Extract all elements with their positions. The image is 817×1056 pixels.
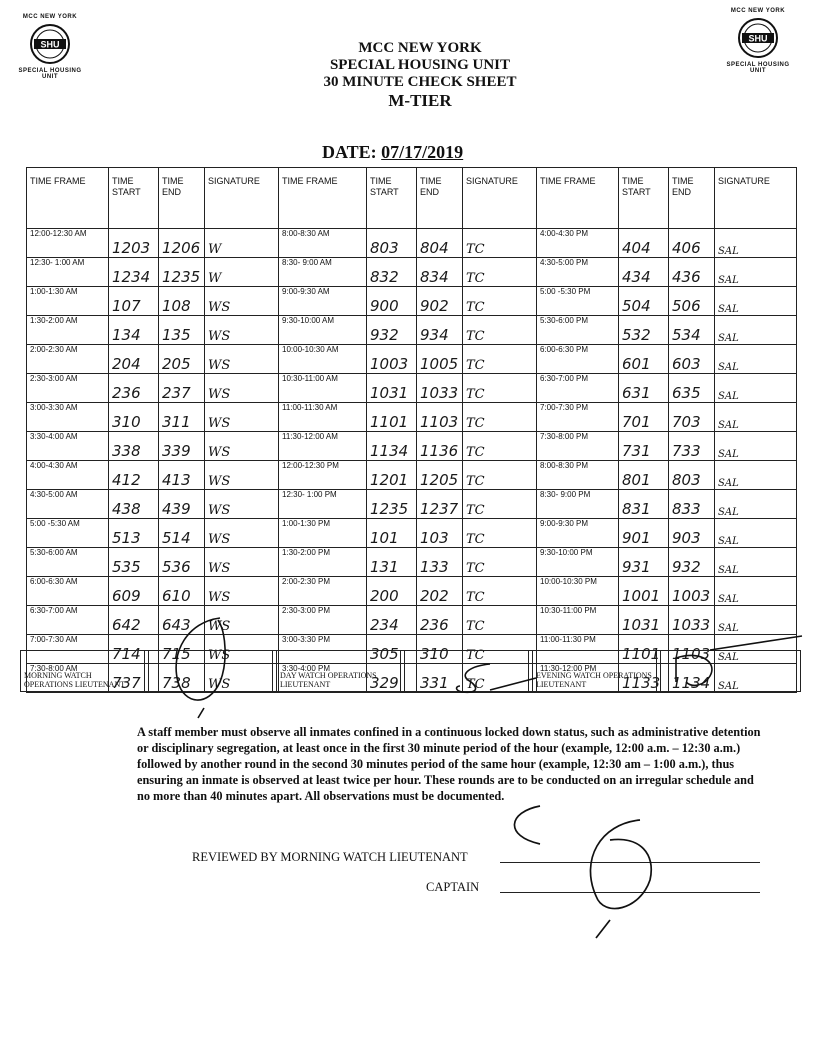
time-frame-cell: 6:30-7:00 AM [27,606,109,635]
signature-cell: TC [463,577,537,606]
time-end-cell: 439 [159,490,205,519]
logo-top-text: MCC NEW YORK [22,14,78,20]
table-row [27,548,797,577]
signature-cell: WS [205,635,279,664]
time-end-cell: 436 [669,258,715,287]
signature-cell: SAL [715,490,797,519]
document-header [250,40,590,111]
signature-cell: SAL [715,461,797,490]
time-end-cell: 1237 [417,490,463,519]
signature-cell: TC [463,635,537,664]
signature-cell: SAL [715,345,797,374]
signature-cell: WS [205,316,279,345]
seal-text: SHU [748,33,768,44]
time-frame-cell: 12:00-12:30 PM [279,461,367,490]
time-start-cell: 1001 [619,577,669,606]
signature-cell: TC [463,316,537,345]
time-frame-cell: 4:30-5:00 PM [537,258,619,287]
time-end-cell: 331 [417,664,463,693]
time-start-cell: 1134 [367,432,417,461]
time-start-cell: 1203 [109,229,159,258]
time-frame-cell: 1:00-1:30 AM [27,287,109,316]
time-start-cell: 642 [109,606,159,635]
time-frame-cell: 11:00-11:30 AM [279,403,367,432]
signature-cell: SAL [715,606,797,635]
table-row [27,374,797,403]
signature-cell: TC [463,606,537,635]
evening-lieutenant-label: EVENING WATCH OPERATIONS LIEUTENANT [533,651,657,692]
time-end-cell: 1103 [669,635,715,664]
time-frame-cell: 5:00 -5:30 PM [537,287,619,316]
time-end-cell: 339 [159,432,205,461]
time-start-cell: 131 [367,548,417,577]
time-frame-cell: 11:30-12:00 PM [537,664,619,693]
time-frame-cell: 1:00-1:30 PM [279,519,367,548]
table-row [27,229,797,258]
day-lieutenant-label: DAY WATCH OPERATIONS LIEUTENANT [277,651,401,692]
signature-cell: TC [463,432,537,461]
col-header-time-frame: TIME FRAME [279,168,367,229]
time-start-cell: 338 [109,432,159,461]
table-row [27,577,797,606]
time-start-cell: 310 [109,403,159,432]
time-end-cell: 205 [159,345,205,374]
col-header-signature: SIGNATURE [463,168,537,229]
time-start-cell: 1201 [367,461,417,490]
time-frame-cell: 10:00-10:30 AM [279,345,367,374]
col-header-time-frame: TIME FRAME [27,168,109,229]
time-frame-cell: 7:30-8:00 PM [537,432,619,461]
time-start-cell: 714 [109,635,159,664]
captain-signature [500,800,660,940]
col-header-time-end: TIME END [159,168,205,229]
time-frame-cell: 3:00-3:30 PM [279,635,367,664]
time-start-cell: 803 [367,229,417,258]
time-start-cell: 1235 [367,490,417,519]
time-end-cell: 1136 [417,432,463,461]
time-start-cell: 1003 [367,345,417,374]
date-value: 07/17/2019 [381,142,464,162]
time-start-cell: 305 [367,635,417,664]
time-start-cell: 412 [109,461,159,490]
logo-bottom-text: SPECIAL HOUSING UNIT [726,62,790,74]
time-end-cell: 1103 [417,403,463,432]
signature-cell: TC [463,374,537,403]
date-label: DATE: [322,142,377,162]
time-end-cell: 804 [417,229,463,258]
time-start-cell: 901 [619,519,669,548]
time-frame-cell: 3:30-4:00 PM [279,664,367,693]
signature-cell: WS [205,287,279,316]
time-start-cell: 601 [619,345,669,374]
header-line-1: MCC NEW YORK [358,40,482,56]
check-table [26,167,797,693]
table-row [27,461,797,490]
time-end-cell: 610 [159,577,205,606]
time-frame-cell: 5:30-6:00 PM [537,316,619,345]
captain-label: CAPTAIN [426,880,480,894]
tier-title: M-TIER [388,91,452,110]
time-frame-cell: 1:30-2:00 PM [279,548,367,577]
time-end-cell: 932 [669,548,715,577]
time-start-cell: 329 [367,664,417,693]
time-end-cell: 643 [159,606,205,635]
time-frame-cell: 4:00-4:30 PM [537,229,619,258]
time-frame-cell: 2:30-3:00 AM [27,374,109,403]
time-frame-cell: 3:00-3:30 AM [27,403,109,432]
signature-cell: WS [205,606,279,635]
signature-cell: WS [205,548,279,577]
time-frame-cell: 8:00-8:30 AM [279,229,367,258]
time-frame-cell: 8:30- 9:00 AM [279,258,367,287]
time-start-cell: 535 [109,548,159,577]
time-end-cell: 703 [669,403,715,432]
signature-cell: WS [205,490,279,519]
time-end-cell: 1003 [669,577,715,606]
logo-left [10,14,90,80]
time-end-cell: 1033 [669,606,715,635]
time-frame-cell: 2:00-2:30 PM [279,577,367,606]
header-line-2: SPECIAL HOUSING UNIT [329,57,511,73]
time-end-cell: 202 [417,577,463,606]
time-frame-cell: 12:30- 1:00 AM [27,258,109,287]
date-line [322,142,463,163]
signature-cell: TC [463,403,537,432]
time-end-cell: 1005 [417,345,463,374]
time-end-cell: 1206 [159,229,205,258]
time-start-cell: 1101 [367,403,417,432]
signature-cell: SAL [715,258,797,287]
col-header-signature: SIGNATURE [205,168,279,229]
time-end-cell: 635 [669,374,715,403]
time-start-cell: 609 [109,577,159,606]
col-header-time-start: TIME START [367,168,417,229]
signature-cell: TC [463,345,537,374]
time-start-cell: 236 [109,374,159,403]
time-end-cell: 310 [417,635,463,664]
time-start-cell: 434 [619,258,669,287]
col-header-time-frame: TIME FRAME [537,168,619,229]
signature-cell: TC [463,461,537,490]
signature-cell: SAL [715,287,797,316]
signature-cell: SAL [715,519,797,548]
time-end-cell: 236 [417,606,463,635]
table-row [27,345,797,374]
signature-cell: TC [463,490,537,519]
signature-cell: WS [205,432,279,461]
time-start-cell: 513 [109,519,159,548]
time-end-cell: 1134 [669,664,715,693]
signature-cell: WS [205,374,279,403]
time-start-cell: 932 [367,316,417,345]
time-start-cell: 832 [367,258,417,287]
policy-note: A staff member must observe all inmates confined in a continuous locked down status, such as administrative detention or disciplinary segregation, at least once in the first 30 minute period of the hour (example, 12:00 a.m. – 12:30 a.m.) followed by another round in the second 30 minutes period of the same hour (example, 12:30 am – 1:00 a.m.), thus ensuring an inmate is observed at least twice per hour. These rounds are to be conducted on an irregular schedule and no more than 40 minutes apart. All observations must be documented. [137,725,761,803]
time-end-cell: 715 [159,635,205,664]
morning-lieutenant-signature [168,612,238,722]
signature-cell: W [205,229,279,258]
time-frame-cell: 11:00-11:30 PM [537,635,619,664]
day-lieutenant-signature [450,660,540,700]
time-start-cell: 737 [109,664,159,693]
time-end-cell: 603 [669,345,715,374]
time-frame-cell: 2:30-3:00 PM [279,606,367,635]
table-row [27,403,797,432]
time-end-cell: 934 [417,316,463,345]
shu-seal-icon [28,22,72,66]
time-start-cell: 234 [367,606,417,635]
time-frame-cell: 10:00-10:30 PM [537,577,619,606]
time-frame-cell: 5:30-6:00 AM [27,548,109,577]
time-start-cell: 631 [619,374,669,403]
table-row [27,519,797,548]
signature-cell: SAL [715,548,797,577]
time-end-cell: 1033 [417,374,463,403]
time-frame-cell: 3:30-4:00 AM [27,432,109,461]
logo-top-text: MCC NEW YORK [730,8,786,14]
time-end-cell: 536 [159,548,205,577]
time-frame-cell: 4:00-4:30 AM [27,461,109,490]
time-start-cell: 1101 [619,635,669,664]
time-start-cell: 438 [109,490,159,519]
col-header-time-start: TIME START [109,168,159,229]
time-frame-cell: 4:30-5:00 AM [27,490,109,519]
evening-lieutenant-signature [670,636,810,696]
signature-cell: SAL [715,635,797,664]
time-frame-cell: 5:00 -5:30 AM [27,519,109,548]
check-table-body [27,229,797,693]
time-frame-cell: 8:00-8:30 PM [537,461,619,490]
time-start-cell: 200 [367,577,417,606]
time-end-cell: 108 [159,287,205,316]
time-frame-cell: 7:00-7:30 PM [537,403,619,432]
signature-cell: SAL [715,229,797,258]
signature-cell: TC [463,258,537,287]
time-start-cell: 931 [619,548,669,577]
table-row [27,258,797,287]
time-end-cell: 514 [159,519,205,548]
signature-cell: SAL [715,403,797,432]
signature-cell: TC [463,664,537,693]
time-start-cell: 1234 [109,258,159,287]
time-end-cell: 803 [669,461,715,490]
signature-cell: WS [205,519,279,548]
header-line-3: 30 MINUTE CHECK SHEET [323,74,517,90]
signature-cell: WS [205,577,279,606]
time-end-cell: 902 [417,287,463,316]
time-start-cell: 1031 [619,606,669,635]
time-frame-cell: 1:30-2:00 AM [27,316,109,345]
time-frame-cell: 8:30- 9:00 PM [537,490,619,519]
seal-text: SHU [40,39,60,50]
signature-cell: TC [463,548,537,577]
time-start-cell: 101 [367,519,417,548]
morning-lieutenant-label: MORNING WATCH OPERATIONS LIEUTENANT [21,651,145,692]
time-start-cell: 107 [109,287,159,316]
table-row [27,316,797,345]
time-start-cell: 134 [109,316,159,345]
signature-cell: WS [205,461,279,490]
time-end-cell: 311 [159,403,205,432]
col-header-time-start: TIME START [619,168,669,229]
time-start-cell: 731 [619,432,669,461]
reviewed-by-morning-lieutenant-label: REVIEWED BY MORNING WATCH LIEUTENANT [192,850,468,864]
time-end-cell: 738 [159,664,205,693]
time-frame-cell: 9:30-10:00 PM [537,548,619,577]
table-row [27,432,797,461]
signature-cell: SAL [715,316,797,345]
time-start-cell: 204 [109,345,159,374]
table-header-row [27,168,797,229]
signature-cell: SAL [715,577,797,606]
time-end-cell: 406 [669,229,715,258]
logo-bottom-text: SPECIAL HOUSING UNIT [18,68,82,80]
signature-cell: SAL [715,374,797,403]
time-frame-cell: 9:00-9:30 PM [537,519,619,548]
time-start-cell: 504 [619,287,669,316]
signature-cell: W [205,258,279,287]
table-row [27,287,797,316]
time-frame-cell: 7:00-7:30 AM [27,635,109,664]
col-header-time-end: TIME END [417,168,463,229]
time-start-cell: 532 [619,316,669,345]
time-start-cell: 1031 [367,374,417,403]
time-end-cell: 413 [159,461,205,490]
time-frame-cell: 9:30-10:00 AM [279,316,367,345]
signature-cell: TC [463,519,537,548]
time-start-cell: 831 [619,490,669,519]
time-start-cell: 701 [619,403,669,432]
time-frame-cell: 10:30-11:00 AM [279,374,367,403]
time-end-cell: 733 [669,432,715,461]
time-end-cell: 903 [669,519,715,548]
time-frame-cell: 6:00-6:30 PM [537,345,619,374]
signature-cell: TC [463,287,537,316]
time-frame-cell: 9:00-9:30 AM [279,287,367,316]
time-end-cell: 1205 [417,461,463,490]
time-end-cell: 506 [669,287,715,316]
time-end-cell: 833 [669,490,715,519]
time-frame-cell: 2:00-2:30 AM [27,345,109,374]
signature-cell: WS [205,345,279,374]
signature-cell: TC [463,229,537,258]
time-frame-cell: 10:30-11:00 PM [537,606,619,635]
time-frame-cell: 6:30-7:00 PM [537,374,619,403]
time-start-cell: 801 [619,461,669,490]
time-start-cell: 404 [619,229,669,258]
time-frame-cell: 12:30- 1:00 PM [279,490,367,519]
time-end-cell: 1235 [159,258,205,287]
time-end-cell: 133 [417,548,463,577]
time-end-cell: 237 [159,374,205,403]
col-header-signature: SIGNATURE [715,168,797,229]
logo-right [718,8,798,74]
time-end-cell: 834 [417,258,463,287]
signature-cell: SAL [715,664,797,693]
table-row [27,490,797,519]
time-frame-cell: 11:30-12:00 AM [279,432,367,461]
time-start-cell: 1133 [619,664,669,693]
time-end-cell: 135 [159,316,205,345]
time-frame-cell: 7:30-8:00 AM [27,664,109,693]
col-header-time-end: TIME END [669,168,715,229]
time-start-cell: 900 [367,287,417,316]
signature-cell: WS [205,403,279,432]
time-end-cell: 103 [417,519,463,548]
time-frame-cell: 6:00-6:30 AM [27,577,109,606]
time-end-cell: 534 [669,316,715,345]
time-frame-cell: 12:00-12:30 AM [27,229,109,258]
signature-cell: WS [205,664,279,693]
shu-seal-icon [736,16,780,60]
table-row [27,606,797,635]
signature-cell: SAL [715,432,797,461]
